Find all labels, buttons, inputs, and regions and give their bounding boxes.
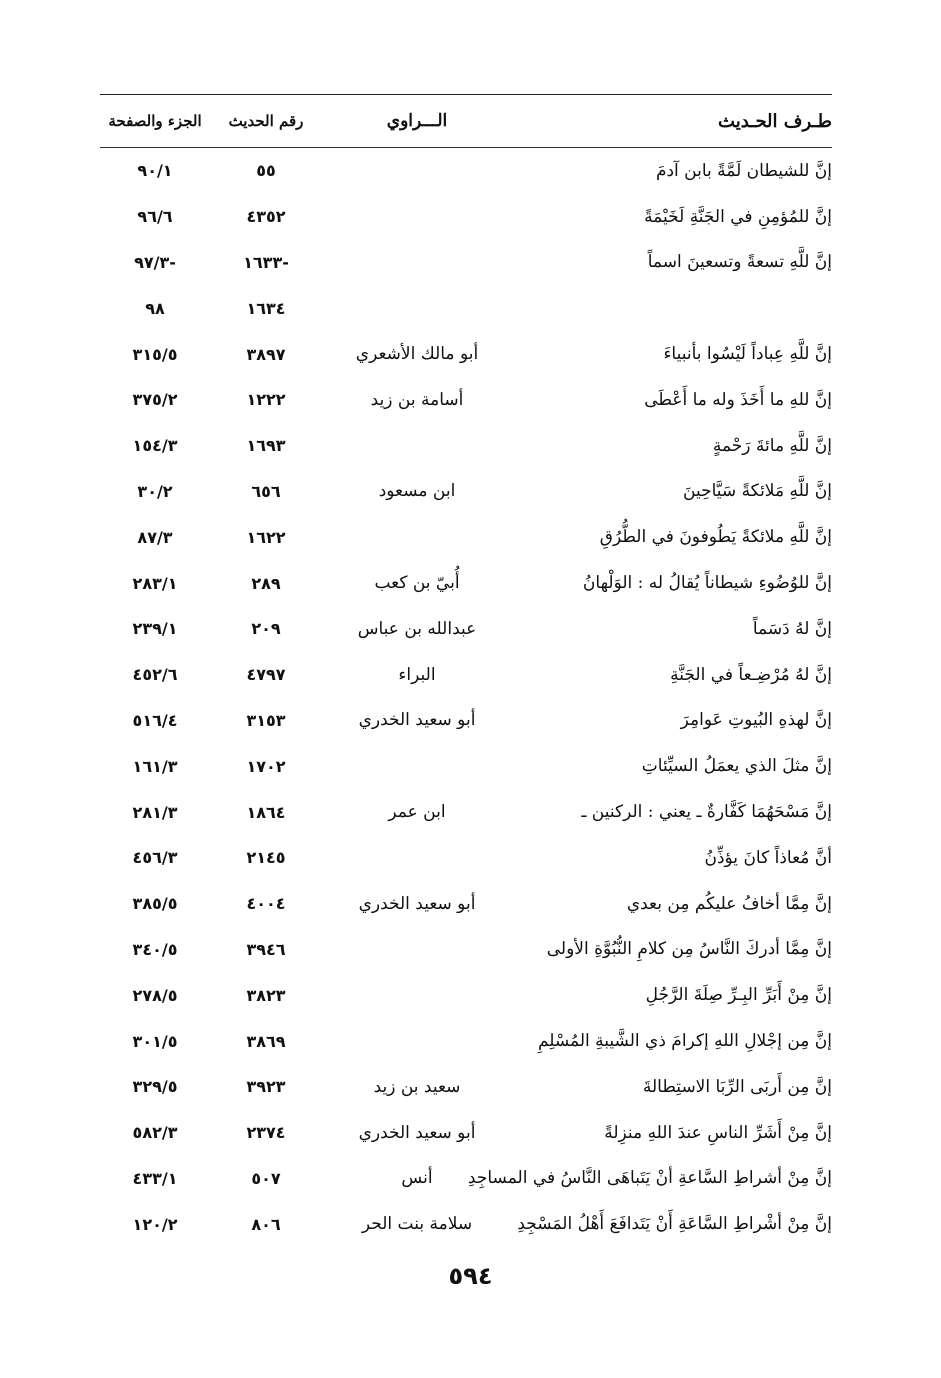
hadith-text: إنَّ للَّهِ مَلائكةً سَيَّاحِينَ — [683, 481, 832, 502]
hadith-text: إنَّ مِنْ أشراطِ السَّاعةِ أنْ يَتَباهَى النَّاسُ في المساجِدِ — [467, 1168, 832, 1189]
hadith-number: ٢٣٧٤ — [246, 1123, 286, 1143]
hadith-number: ٢٨٩ — [251, 573, 281, 593]
hadith-number: ٤٠٠٤ — [246, 894, 286, 914]
table-row — [100, 331, 832, 377]
narrator: سلامة بنت الحر — [361, 1214, 473, 1235]
hadith-number: ١٨٦٤ — [246, 802, 286, 822]
narrator: أبو مالك الأشعري — [355, 344, 479, 365]
table-row — [100, 1156, 832, 1202]
hadith-number: ٢١٤٥ — [246, 848, 286, 868]
volume-page: ٩٦/٦ — [137, 207, 173, 227]
volume-page: ٣٢٩/٥ — [132, 1077, 178, 1097]
hadith-text: إنَّ للَّهِ عِباداً لَيْسُوا بأنبياءَ — [663, 344, 832, 365]
table-row — [100, 1201, 832, 1247]
hadith-number: ١٦٣٤ — [246, 298, 286, 318]
hadith-text: إنَّ للَّهِ تسعةً وتسعينَ اسماً — [647, 252, 832, 273]
table-row — [100, 835, 832, 881]
hadith-text: إنَّ للَّهِ ملائكةً يَطُوفونَ في الطُّرُقِ — [599, 527, 832, 548]
hadith-number: ٦٥٦ — [251, 481, 281, 501]
hadith-number: ١٢٢٢ — [246, 390, 286, 410]
hadith-text: أنَّ مُعاذاً كانَ يؤذِّنُ — [704, 847, 832, 868]
narrator: سعيد بن زيد — [373, 1076, 461, 1097]
table-row — [100, 972, 832, 1018]
narrator: أنس — [401, 1168, 433, 1189]
volume-page: ٣٠/٢ — [137, 481, 173, 501]
hadith-text: إنَّ مِمَّا أخافُ عليكُم مِن بعدي — [626, 893, 832, 914]
hadith-text: إنَّ للمُؤمِنِ في الجَنَّةِ لَخَيْمَةً — [644, 206, 832, 227]
hadith-text: إنَّ مِن أَربَى الرِّبَا الاستِطالةَ — [642, 1076, 832, 1097]
page-number: ٥٩٤ — [448, 1262, 493, 1290]
hadith-text: إنَّ مِن إجْلالِ اللهِ إكرامَ ذي الشَّيبةِ المُسْلِمِ — [537, 1031, 832, 1052]
hadith-number: ٤٣٥٢ — [246, 207, 286, 227]
table-row — [100, 194, 832, 240]
table-row — [100, 1064, 832, 1110]
hadith-number: ٥٥ — [256, 161, 276, 181]
table-row — [100, 423, 832, 469]
volume-page: ٩٨ — [145, 298, 165, 318]
volume-page: ٤٥٢/٦ — [132, 665, 178, 685]
volume-page: ١٥٤/٣ — [132, 436, 178, 456]
table-body — [100, 148, 832, 1247]
volume-page: ١٢٠/٢ — [132, 1214, 178, 1234]
volume-page: ٣٠١/٥ — [132, 1031, 178, 1051]
volume-page: ٢٣٩/١ — [132, 619, 178, 639]
table-row — [100, 240, 832, 286]
hadith-text: إنَّ مثلَ الذي يعمَلُ السيِّئاتِ — [641, 756, 832, 777]
narrator: عبدالله بن عباس — [357, 618, 477, 639]
hadith-number: ٣٩٢٣ — [246, 1077, 286, 1097]
hadith-number: ٣٨٢٣ — [246, 985, 286, 1005]
hadith-number: ٨٠٦ — [251, 1214, 281, 1234]
hadith-text: إنَّ للوُضُوءِ شيطاناً يُقالُ له : الوَلْهانُ — [582, 573, 832, 594]
table-row — [100, 698, 832, 744]
volume-page: ٤٣٣/١ — [132, 1168, 178, 1188]
table-row — [100, 148, 832, 194]
hadith-number: ١٦٩٣ — [246, 436, 286, 456]
hadith-number: ٣٩٤٦ — [246, 939, 286, 959]
table-row — [100, 881, 832, 927]
table-row — [100, 285, 832, 331]
narrator: أبو سعيد الخدري — [358, 893, 476, 914]
hadith-text: إنَّ مِنْ أشْراطِ السَّاعَةِ أَنْ يَتَدافَعَ أَهْلُ المَسْجِدِ — [517, 1214, 832, 1235]
narrator: أبو سعيد الخدري — [358, 1122, 476, 1143]
table-row — [100, 377, 832, 423]
hadith-text: إنَّ لهذهِ البُيوتِ عَوامِرَ — [680, 710, 832, 731]
hadith-text: إنَّ مَسْحَهُمَا كَفَّارةٌ ـ يعني : الركنين ـ — [581, 802, 832, 823]
narrator: أسامة بن زيد — [370, 389, 464, 410]
hadith-text: إنَّ لهُ مُرْضِـعاً في الجَنَّةِ — [670, 664, 832, 685]
table-row — [100, 469, 832, 515]
table-row — [100, 1110, 832, 1156]
volume-page: ٥١٦/٤ — [132, 710, 178, 730]
table-row — [100, 927, 832, 973]
volume-page: ٩٠/١ — [137, 161, 173, 181]
table-row — [100, 514, 832, 560]
hadith-index-table — [100, 94, 832, 1247]
hadith-number: ٣٨٩٧ — [246, 344, 286, 364]
header-hadith-text: طـرف الحـديث — [718, 110, 832, 132]
narrator: البراء — [398, 664, 436, 685]
volume-page: ٢٨٣/١ — [132, 573, 178, 593]
hadith-text: إنَّ مِمَّا أدركَ النَّاسُ مِن كلامِ النُّبُوَّةِ الأولى — [546, 939, 832, 960]
volume-page: ٣١٥/٥ — [132, 344, 178, 364]
volume-page: ٣٧٥/٢ — [132, 390, 178, 410]
hadith-text: إنَّ للَّهِ مائةَ رَحْمةٍ — [712, 435, 832, 456]
hadith-text: إنَّ للشيطان لَمَّةً بابن آدمَ — [655, 160, 832, 181]
hadith-number: ٣٨٦٩ — [246, 1031, 286, 1051]
volume-page: ٣٤٠/٥ — [132, 939, 178, 959]
volume-page: ٨٧/٣ — [137, 527, 173, 547]
volume-page: ١٦١/٣ — [132, 756, 178, 776]
volume-page: ٢٨١/٣ — [132, 802, 178, 822]
table-row — [100, 743, 832, 789]
hadith-number: ٥٠٧ — [251, 1168, 281, 1188]
volume-page: ٣٨٥/٥ — [132, 894, 178, 914]
hadith-text: إنَّ للهِ ما أَخَذَ وله ما أَعْطَى — [644, 389, 832, 410]
volume-page: ٤٥٦/٣ — [132, 848, 178, 868]
table-row — [100, 1018, 832, 1064]
table-row — [100, 652, 832, 698]
header-hadith-number: رقم الحديث — [228, 112, 304, 130]
hadith-text: إنَّ مِنْ أَبَرِّ البِـرِّ صِلَةَ الرَّجُلِ — [645, 985, 832, 1006]
table-row — [100, 789, 832, 835]
hadith-number: ٢٠٩ — [251, 619, 281, 639]
header-narrator: الـــراوي — [386, 111, 448, 131]
volume-page: ٥٨٢/٣ — [132, 1123, 178, 1143]
table-row — [100, 606, 832, 652]
hadith-number: ٣١٥٣ — [246, 710, 286, 730]
header-volume-page: الجزء والصفحة — [108, 112, 202, 130]
hadith-text: إنَّ مِنْ أَشَرِّ الناسِ عندَ اللهِ منزِلةً — [604, 1122, 832, 1143]
hadith-number: ٤٧٩٧ — [246, 665, 286, 685]
hadith-number: ١٦٢٢ — [246, 527, 286, 547]
narrator: أبو سعيد الخدري — [358, 710, 476, 731]
narrator: ابن عمر — [388, 802, 446, 823]
volume-page: -٩٧/٣ — [134, 252, 176, 272]
table-header — [100, 95, 832, 147]
narrator: ابن مسعود — [378, 481, 456, 502]
hadith-number: ١٧٠٢ — [246, 756, 286, 776]
volume-page: ٢٧٨/٥ — [132, 985, 178, 1005]
narrator: أُبيّ بن كعب — [374, 573, 460, 594]
hadith-text: إنَّ لهُ دَسَماً — [752, 618, 832, 639]
table-row — [100, 560, 832, 606]
hadith-number: -١٦٣٣ — [243, 252, 289, 272]
